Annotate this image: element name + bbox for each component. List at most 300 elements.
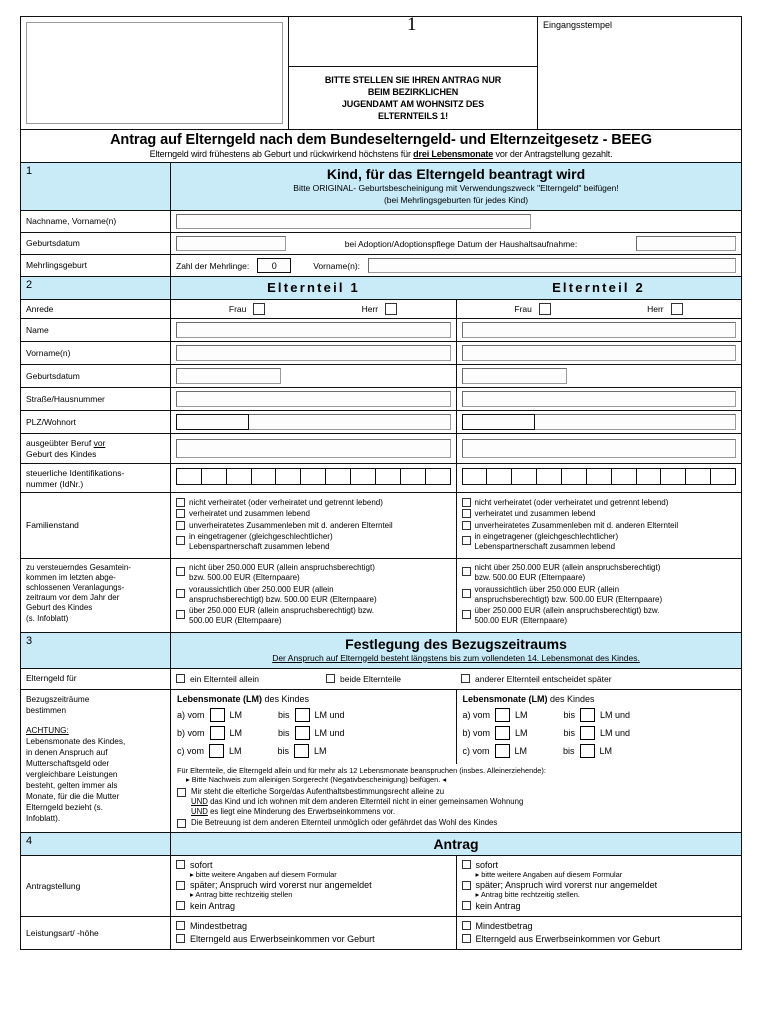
p2-row-c-to-input[interactable] [580,744,595,758]
parent-2-name-input[interactable] [462,322,737,338]
parent-birthdate-label: Geburtsdatum [21,365,171,387]
taxid-cell[interactable] [227,469,252,484]
application-p2-opt1-label: sofort [475,859,499,870]
application-p2-opt1-note: ▸ bitte weitere Angaben auf diesem Formular [475,869,623,879]
taxid-cell[interactable] [376,469,401,484]
section-1-number: 1 [21,163,171,210]
benefit-p1-option-2[interactable] [176,934,451,944]
taxid-cell[interactable] [177,469,202,484]
eingangsstempel-label: Eingangsstempel [543,20,613,30]
parent-taxid-row [21,463,741,492]
marital-p1-option-3[interactable] [176,521,451,531]
parent-2-firstname-input[interactable] [462,345,737,361]
marital-p2-opt4-label [475,532,619,552]
salutation-parent-1 [171,300,456,318]
section-1-sub1: Bitte ORIGINAL- Geburtsbescheinigung mit Verwendungszweck "Elterngeld" beifügen! [293,183,619,193]
income-p1-opt3-label [189,606,374,626]
parent-1-occupation-input[interactable] [176,439,451,458]
parent-1-city-input[interactable] [249,414,451,430]
income-label-line-6: (s. Infoblatt) [26,613,69,623]
child-birthdate-label: Geburtsdatum [21,233,171,254]
taxid-cell[interactable] [587,469,612,484]
parent-street-p1-cell [171,388,456,410]
salutation-p2-herr[interactable] [599,303,731,315]
marital-p2-opt3-checkbox[interactable] [462,521,471,530]
elterngeld-for-opt1-checkbox[interactable] [176,674,185,683]
benefit-period-label [21,690,171,832]
marital-p1-opt1-checkbox[interactable] [176,498,185,507]
marital-p1-opt2-checkbox[interactable] [176,509,185,518]
lm-heading-p1 [177,694,450,704]
parent-1-plz-input[interactable] [176,414,249,430]
income-p1-opt3-line2: 500.00 EUR (Elternpaare) [189,616,282,625]
application-p2-option-3[interactable] [462,901,737,911]
section-3-banner [21,632,741,668]
salutation-parent-2 [456,300,742,318]
notice-line-2: BEIM BEZIRKLICHEN [367,87,459,97]
salutation-p2-frau[interactable] [467,303,599,315]
p2-row-a-to-input[interactable] [580,708,595,722]
application-p2-opt1-checkbox[interactable] [462,860,471,869]
p1-row-c-suffix: LM [314,745,327,756]
application-p1-option-3[interactable] [176,901,451,911]
income-p2-option-1[interactable] [462,563,737,583]
income-p2-opt2-checkbox[interactable] [462,589,471,598]
p1-row-b-to-input[interactable] [295,726,310,740]
parent-occupation-fields [171,434,741,463]
page-title: Antrag auf Elterngeld nach dem Bundeselterngeld- und Elternzeitgesetz - BEEG [110,132,652,148]
sole-custody-opt2-checkbox[interactable] [177,819,186,828]
income-p2-opt1-line2: bzw. 500.00 EUR (Elternpaare) [474,573,586,582]
benefit-period-p1-row-a [177,708,450,722]
section-3-number: 3 [21,633,171,668]
multiple-birth-label: Mehrlingsgeburt [21,255,171,276]
multiple-names-label: Vorname(n): [313,260,361,271]
marital-p2-option-4[interactable] [462,532,737,552]
income-label-line-4: zeitraum vor dem Jahr der [26,593,120,603]
marital-p2-opt2-label: verheiratet und zusammen lebend [474,509,596,518]
section-1-sub2: (bei Mehrlingsgeburten für jedes Kind) [383,195,529,205]
child-name-row [21,210,741,232]
benefit-type-label: Leistungsart/ -höhe [21,917,171,949]
p2-row-b-lm: LM [515,727,528,738]
marital-p2-opt1-checkbox[interactable] [462,498,471,507]
adoption-label: bei Adoption/Adoptionspflege Datum der Haushaltsaufnahme: [344,238,578,249]
benefit-p2-option-1[interactable] [462,921,737,931]
taxid-cell[interactable] [301,469,326,484]
p1-row-a-to-input[interactable] [295,708,310,722]
child-name-label: Nachname, Vorname(n) [21,211,171,232]
elterngeld-for-opt3-label: anderer Elternteil entscheidet später [475,673,612,684]
parent-birthdate-row [21,364,741,387]
section-3-title: Festlegung des Bezugszeitraums [345,635,567,652]
parent-city-p2-cell [456,411,742,433]
section-4-number: 4 [21,833,171,855]
income-p2-option-2[interactable] [462,585,737,605]
application-p1-opt3-checkbox[interactable] [176,901,185,910]
sole-custody-opt2-label: Die Betreuung ist dem anderen Elternteil unmöglich oder gefährdet das Wohl des Kindes [191,817,498,827]
salutation-p1-frau-label: Frau [228,304,247,314]
marital-p2-option-2[interactable] [462,509,737,519]
p1-row-a-from-input[interactable] [210,708,225,722]
income-p1-opt3-checkbox[interactable] [176,610,185,619]
marital-p1-opt4-line2: Lebenspartnerschaft zusammen lebend [189,542,330,551]
section-1-heading [171,163,741,210]
lm-heading-p1-bold: Lebensmonate (LM) [177,693,263,704]
multiple-birth-field-area [171,255,741,276]
section-4-banner [21,832,741,855]
page-number-mark: 1 [407,14,417,35]
parent-1-firstname-input[interactable] [176,345,451,361]
benefit-p2-opt2-checkbox[interactable] [462,934,471,943]
attention-line-2: in denen Anspruch auf [26,747,108,757]
notice-line-3: JUGENDAMT AM WOHNSITZ DES [341,99,485,109]
income-p2-opt1-checkbox[interactable] [462,567,471,576]
income-p1-opt2-line2: anspruchsberechtigt) bzw. 500.00 EUR (Elternpaare) [189,594,377,604]
child-birthdate-field-area [171,233,741,254]
parent-taxid-fields [171,464,741,492]
salutation-p2-herr-label: Herr [647,304,664,314]
taxid-label-line-1: steuerliche Identifikations- [26,468,125,478]
benefit-p1-opt1-checkbox[interactable] [176,921,185,930]
marital-p1-opt1-label: nicht verheiratet (oder verheiratet und getrennt lebend) [189,497,383,507]
taxid-cell[interactable] [351,469,376,484]
child-birthdate-row [21,232,741,254]
lm-heading-p1-rest: des Kindes [262,693,310,704]
p2-row-b-to-input[interactable] [580,726,595,740]
benefit-period-label-line-2: bestimmen [26,705,67,715]
parent-2-taxid-grid[interactable] [462,468,737,485]
section-1-title: Kind, für das Elterngeld beantragt wird [326,166,586,182]
parent-street-row [21,387,741,410]
marital-status-label: Familienstand [21,493,171,558]
income-label-line-1: zu versteuerndes Gesamtein- [26,562,131,572]
taxid-cell[interactable] [401,469,426,484]
section-4-heading [171,833,741,855]
salutation-p1-frau[interactable] [181,303,313,315]
benefit-period-p2-row-b [463,726,736,740]
notice-line-4: ELTERNTEILS 1! [378,111,448,121]
marital-p2-option-1[interactable] [462,498,737,508]
elterngeld-for-options [171,669,741,689]
p1-row-b-bis: bis [278,727,290,738]
attention-line-5: besteht, gelten immer als [26,780,118,790]
application-p2-option-2[interactable] [462,880,737,890]
taxid-cell[interactable] [252,469,277,484]
sole-custody-opt1-line3: es liegt eine Minderung des Erwerbseinkommens vor. [207,806,396,816]
taxid-cell[interactable] [537,469,562,484]
taxable-income-p2-cell [456,559,742,632]
child-name-input[interactable] [176,214,531,229]
parent-street-p2-cell [456,388,742,410]
eingangsstempel-box [538,17,741,129]
p2-row-c-from-input[interactable] [495,744,510,758]
elterngeld-for-option-1[interactable] [176,674,326,684]
subtitle-pre: Elterngeld wird frühestens ab Geburt und rückwirkend höchstens für [149,149,414,159]
parent-name-fields [171,319,741,341]
taxid-cell[interactable] [276,469,301,484]
p1-row-c-to-input[interactable] [294,744,309,758]
parent-taxid-p1-cell [171,464,456,492]
lm-heading-p2-bold: Lebensmonate (LM) [462,693,548,704]
child-birthdate-input[interactable] [176,236,286,251]
p2-row-a-from-input[interactable] [495,708,510,722]
taxid-cell[interactable] [686,469,711,484]
taxid-cell[interactable] [426,469,450,484]
income-p2-opt3-line1: über 250.000 EUR (allein anspruchsberechtigt) bzw. [474,606,660,615]
application-p1-opt2-label: später; Anspruch wird vorerst nur angemeldet [190,880,372,891]
header-notice-cell [289,67,537,129]
marital-p2-opt2-checkbox[interactable] [462,509,471,518]
application-p2-opt2-checkbox[interactable] [462,881,471,890]
application-p1-opt2-note: ▸ Antrag bitte rechtzeitig stellen [190,890,293,900]
parent-firstname-label: Vorname(n) [21,342,171,364]
attention-line-7: Elterngeld bezieht (s. [26,802,103,812]
salutation-row [21,299,741,318]
sole-custody-opt1-und2: UND [191,806,208,816]
parent-city-label: PLZ/Wohnort [21,411,171,433]
parent-occupation-row [21,433,741,463]
application-p1-opt2-checkbox[interactable] [176,881,185,890]
multiple-birth-row [21,254,741,276]
marital-status-p2-cell [456,493,742,558]
income-p2-opt1-label [475,563,661,583]
income-p2-opt2-label [475,585,663,605]
multiple-names-input[interactable] [368,258,736,273]
income-p1-opt2-checkbox[interactable] [176,589,185,598]
sole-custody-note-2: ▸ Bitte Nachweis zum alleinigen Sorgerecht (Negativbescheinigung) beifügen. ◂ [186,775,447,785]
p1-row-b-suffix: LM und [314,727,345,738]
benefit-period-p2-cell [456,690,742,764]
taxid-cell[interactable] [512,469,537,484]
application-p1-opt1-checkbox[interactable] [176,860,185,869]
income-p1-opt2-line1: voraussichtlich über 250.000 EUR (allein [189,584,334,594]
income-p2-opt3-checkbox[interactable] [462,610,471,619]
income-p1-option-3[interactable] [176,606,451,626]
elterngeld-for-opt3-checkbox[interactable] [461,674,470,683]
parent-1-name-input[interactable] [176,322,451,338]
parent-1-birthdate-input[interactable] [176,368,281,384]
sole-custody-opt1-line2: das Kind und ich wohnen mit dem anderen Elternteil nicht in einer gemeinsamen Wohnung [207,796,524,806]
taxid-cell[interactable] [326,469,351,484]
multiple-count-label: Zahl der Mehrlinge: [176,260,250,271]
sole-custody-opt1-und1: UND [191,796,208,806]
marital-p1-opt3-checkbox[interactable] [176,521,185,530]
parent-occupation-p1-cell [171,434,456,463]
header-notice [319,74,507,122]
benefit-type-p2-cell [456,917,742,949]
benefit-p1-opt2-checkbox[interactable] [176,934,185,943]
marital-p1-option-4[interactable] [176,532,451,552]
parent-city-fields [171,411,741,433]
marital-p1-option-2[interactable] [176,509,451,519]
benefit-p2-opt1-label: Mindestbetrag [475,920,533,931]
elterngeld-form [20,16,742,950]
p1-row-c-from-input[interactable] [209,744,224,758]
income-label-line-2: kommen im letzten abge- [26,572,116,582]
benefit-type-p1-cell [171,917,456,949]
header-middle [289,14,538,129]
parent-2-street-input[interactable] [462,391,737,407]
p2-row-c-prefix: c) vom [462,745,490,756]
salutation-p1-herr-checkbox[interactable] [385,303,397,315]
income-p1-option-1[interactable] [176,563,451,583]
header-mark-cell [289,14,537,67]
p2-row-b-from-input[interactable] [495,726,510,740]
sole-custody-note-1: Für Elternteile, die Elterngeld allein und für mehr als 12 Lebensmonate beanspruchen (insbes. Alleinerziehende): [177,765,546,775]
marital-status-p1-cell [171,493,456,558]
occupation-label-emphasis: vor [93,438,106,448]
marital-p2-opt3-label: unverheiratetes Zusammenleben mit d. anderen Elternteil [474,520,679,530]
application-p1-option-2[interactable] [176,880,451,890]
sole-custody-opt1-label [191,787,523,817]
taxable-income-row [21,558,741,632]
taxid-cell[interactable] [661,469,686,484]
taxid-cell[interactable] [487,469,512,484]
p1-row-c-bis: bis [277,745,290,756]
parent-name-p2-cell [456,319,742,341]
application-p1-opt3-label: kein Antrag [190,900,236,911]
parent-2-occupation-input[interactable] [462,439,737,458]
p2-row-b-prefix: b) vom [462,727,491,738]
income-p1-opt1-checkbox[interactable] [176,567,185,576]
parent-birthdate-p1-cell [171,365,456,387]
salutation-p1-herr-label: Herr [361,304,379,314]
salutation-p2-herr-checkbox[interactable] [671,303,683,315]
income-label-line-5: Geburt des Kindes [26,603,93,613]
elterngeld-for-opt2-checkbox[interactable] [326,674,335,683]
parent-1-street-input[interactable] [176,391,451,407]
parent-city-p1-cell [171,411,456,433]
income-label-line-3: schlossenen Veranlagungs- [26,582,125,592]
taxid-cell[interactable] [202,469,227,484]
attention-line-1: Lebensmonate des Kindes, [26,736,126,746]
p2-row-b-suffix: LM und [600,727,631,738]
income-p2-option-3[interactable] [462,606,737,626]
sole-custody-opt1-checkbox[interactable] [177,788,186,797]
application-p2-opt3-checkbox[interactable] [462,901,471,910]
application-p2-option-1[interactable] [462,860,737,870]
parent-birthdate-p2-cell [456,365,742,387]
application-p1-opt1-note: ▸ bitte weitere Angaben auf diesem Formular [190,869,337,879]
parent-1-taxid-grid[interactable] [176,468,451,485]
marital-p1-opt4-checkbox[interactable] [176,536,185,545]
benefit-period-fields [171,690,741,832]
p1-row-c-lm: LM [229,745,242,756]
p2-row-a-prefix: a) vom [462,709,491,720]
sole-custody-opt1-line1: Mir steht die elterliche Sorge/das Aufenthaltsbestimmungsrecht alleine zu [191,786,445,796]
salutation-label: Anrede [21,300,171,318]
benefit-period-p1-row-b [177,726,450,740]
application-type-fields [171,856,741,916]
application-p1-option-1[interactable] [176,860,451,870]
attention-line-3: Mutterschaftsgeld oder [26,758,110,768]
taxid-cell[interactable] [463,469,488,484]
taxid-cell[interactable] [562,469,587,484]
parent-2-plz-input[interactable] [462,414,535,430]
income-p1-option-2[interactable] [176,585,451,605]
salutation-p2-frau-label: Frau [514,304,532,314]
taxid-cell[interactable] [711,469,735,484]
taxid-cell[interactable] [612,469,637,484]
lm-heading-p2-rest: des Kindes [547,693,595,704]
parent-name-p1-cell [171,319,456,341]
p1-row-b-prefix: b) vom [177,727,205,738]
taxid-cell[interactable] [637,469,662,484]
elterngeld-for-row [21,668,741,689]
benefit-period-p2-row-c [463,744,736,758]
benefit-p1-option-1[interactable] [176,921,451,931]
attention-line-8: Infoblatt). [26,813,61,823]
parent-firstname-fields [171,342,741,364]
marital-p1-option-1[interactable] [176,498,451,508]
salutation-p2-frau-checkbox[interactable] [539,303,551,315]
sole-custody-option-1[interactable] [177,787,735,817]
parent-street-label: Straße/Hausnummer [21,388,171,410]
marital-p1-opt4-label [189,532,333,552]
sole-custody-option-2[interactable] [177,818,735,828]
income-p1-opt1-line1: nicht über 250.000 EUR (allein anspruchsberechtigt) [189,563,375,572]
marital-p2-opt4-checkbox[interactable] [462,536,471,545]
income-p2-opt1-line1: nicht über 250.000 EUR (allein anspruchsberechtigt) [474,563,661,572]
income-p1-opt1-label [189,563,375,583]
section-1-banner [21,163,741,210]
parent-firstname-row [21,341,741,364]
section-2-number: 2 [21,277,171,299]
marital-status-row [21,492,741,558]
subtitle-post: vor der Antragstellung gezahlt. [493,149,613,159]
benefit-period-p1-row-c [177,744,450,758]
p1-row-b-from-input[interactable] [210,726,225,740]
benefit-period-row [21,689,741,832]
elterngeld-for-option-2[interactable] [326,674,461,684]
section-2-parent-headings [171,277,741,299]
salutation-p1-herr[interactable] [313,303,445,315]
p1-row-c-prefix: c) vom [177,745,204,756]
benefit-p2-opt1-checkbox[interactable] [462,921,471,930]
benefit-p2-opt2-label: Elterngeld aus Erwerbseinkommen vor Geburt [475,933,661,944]
parent-2-city-input[interactable] [535,414,737,430]
application-p1-opt1-label: sofort [190,859,213,870]
salutation-p1-frau-checkbox[interactable] [253,303,265,315]
occupation-label-line-2: Geburt des Kindes [26,448,97,459]
attention-line-6: Monate, für die die Mutter [26,791,120,801]
section-3-heading [171,633,741,668]
elterngeld-for-opt2-label: beide Elternteile [340,673,401,684]
application-p2-opt2-label: später; Anspruch wird vorerst nur angemeldet [475,880,658,891]
benefit-p2-option-2[interactable] [462,934,737,944]
benefit-period-columns [171,690,741,764]
parent-taxid-p2-cell [456,464,742,492]
parent-2-birthdate-input[interactable] [462,368,567,384]
subtitle-emphasis: drei Lebensmonate [413,149,494,159]
section-4-title: Antrag [433,835,479,852]
parent-taxid-label [21,464,171,492]
adoption-date-input[interactable] [636,236,736,251]
elterngeld-for-option-3[interactable] [461,674,736,684]
p2-row-a-bis: bis [563,709,576,720]
income-p2-opt2-line1: voraussichtlich über 250.000 EUR (allein [474,584,620,594]
taxable-income-p1-cell [171,559,456,632]
taxable-income-label [21,559,171,632]
multiple-count-input[interactable]: 0 [257,258,291,273]
marital-p2-option-3[interactable] [462,521,737,531]
p2-row-c-lm: LM [514,745,528,756]
parent-2-heading: Elternteil 2 [552,280,645,295]
marital-p2-opt4-line2: Lebenspartnerschaft zusammen lebend [474,542,616,551]
parent-1-heading: Elternteil 1 [267,280,360,295]
parent-birthdate-fields [171,365,741,387]
